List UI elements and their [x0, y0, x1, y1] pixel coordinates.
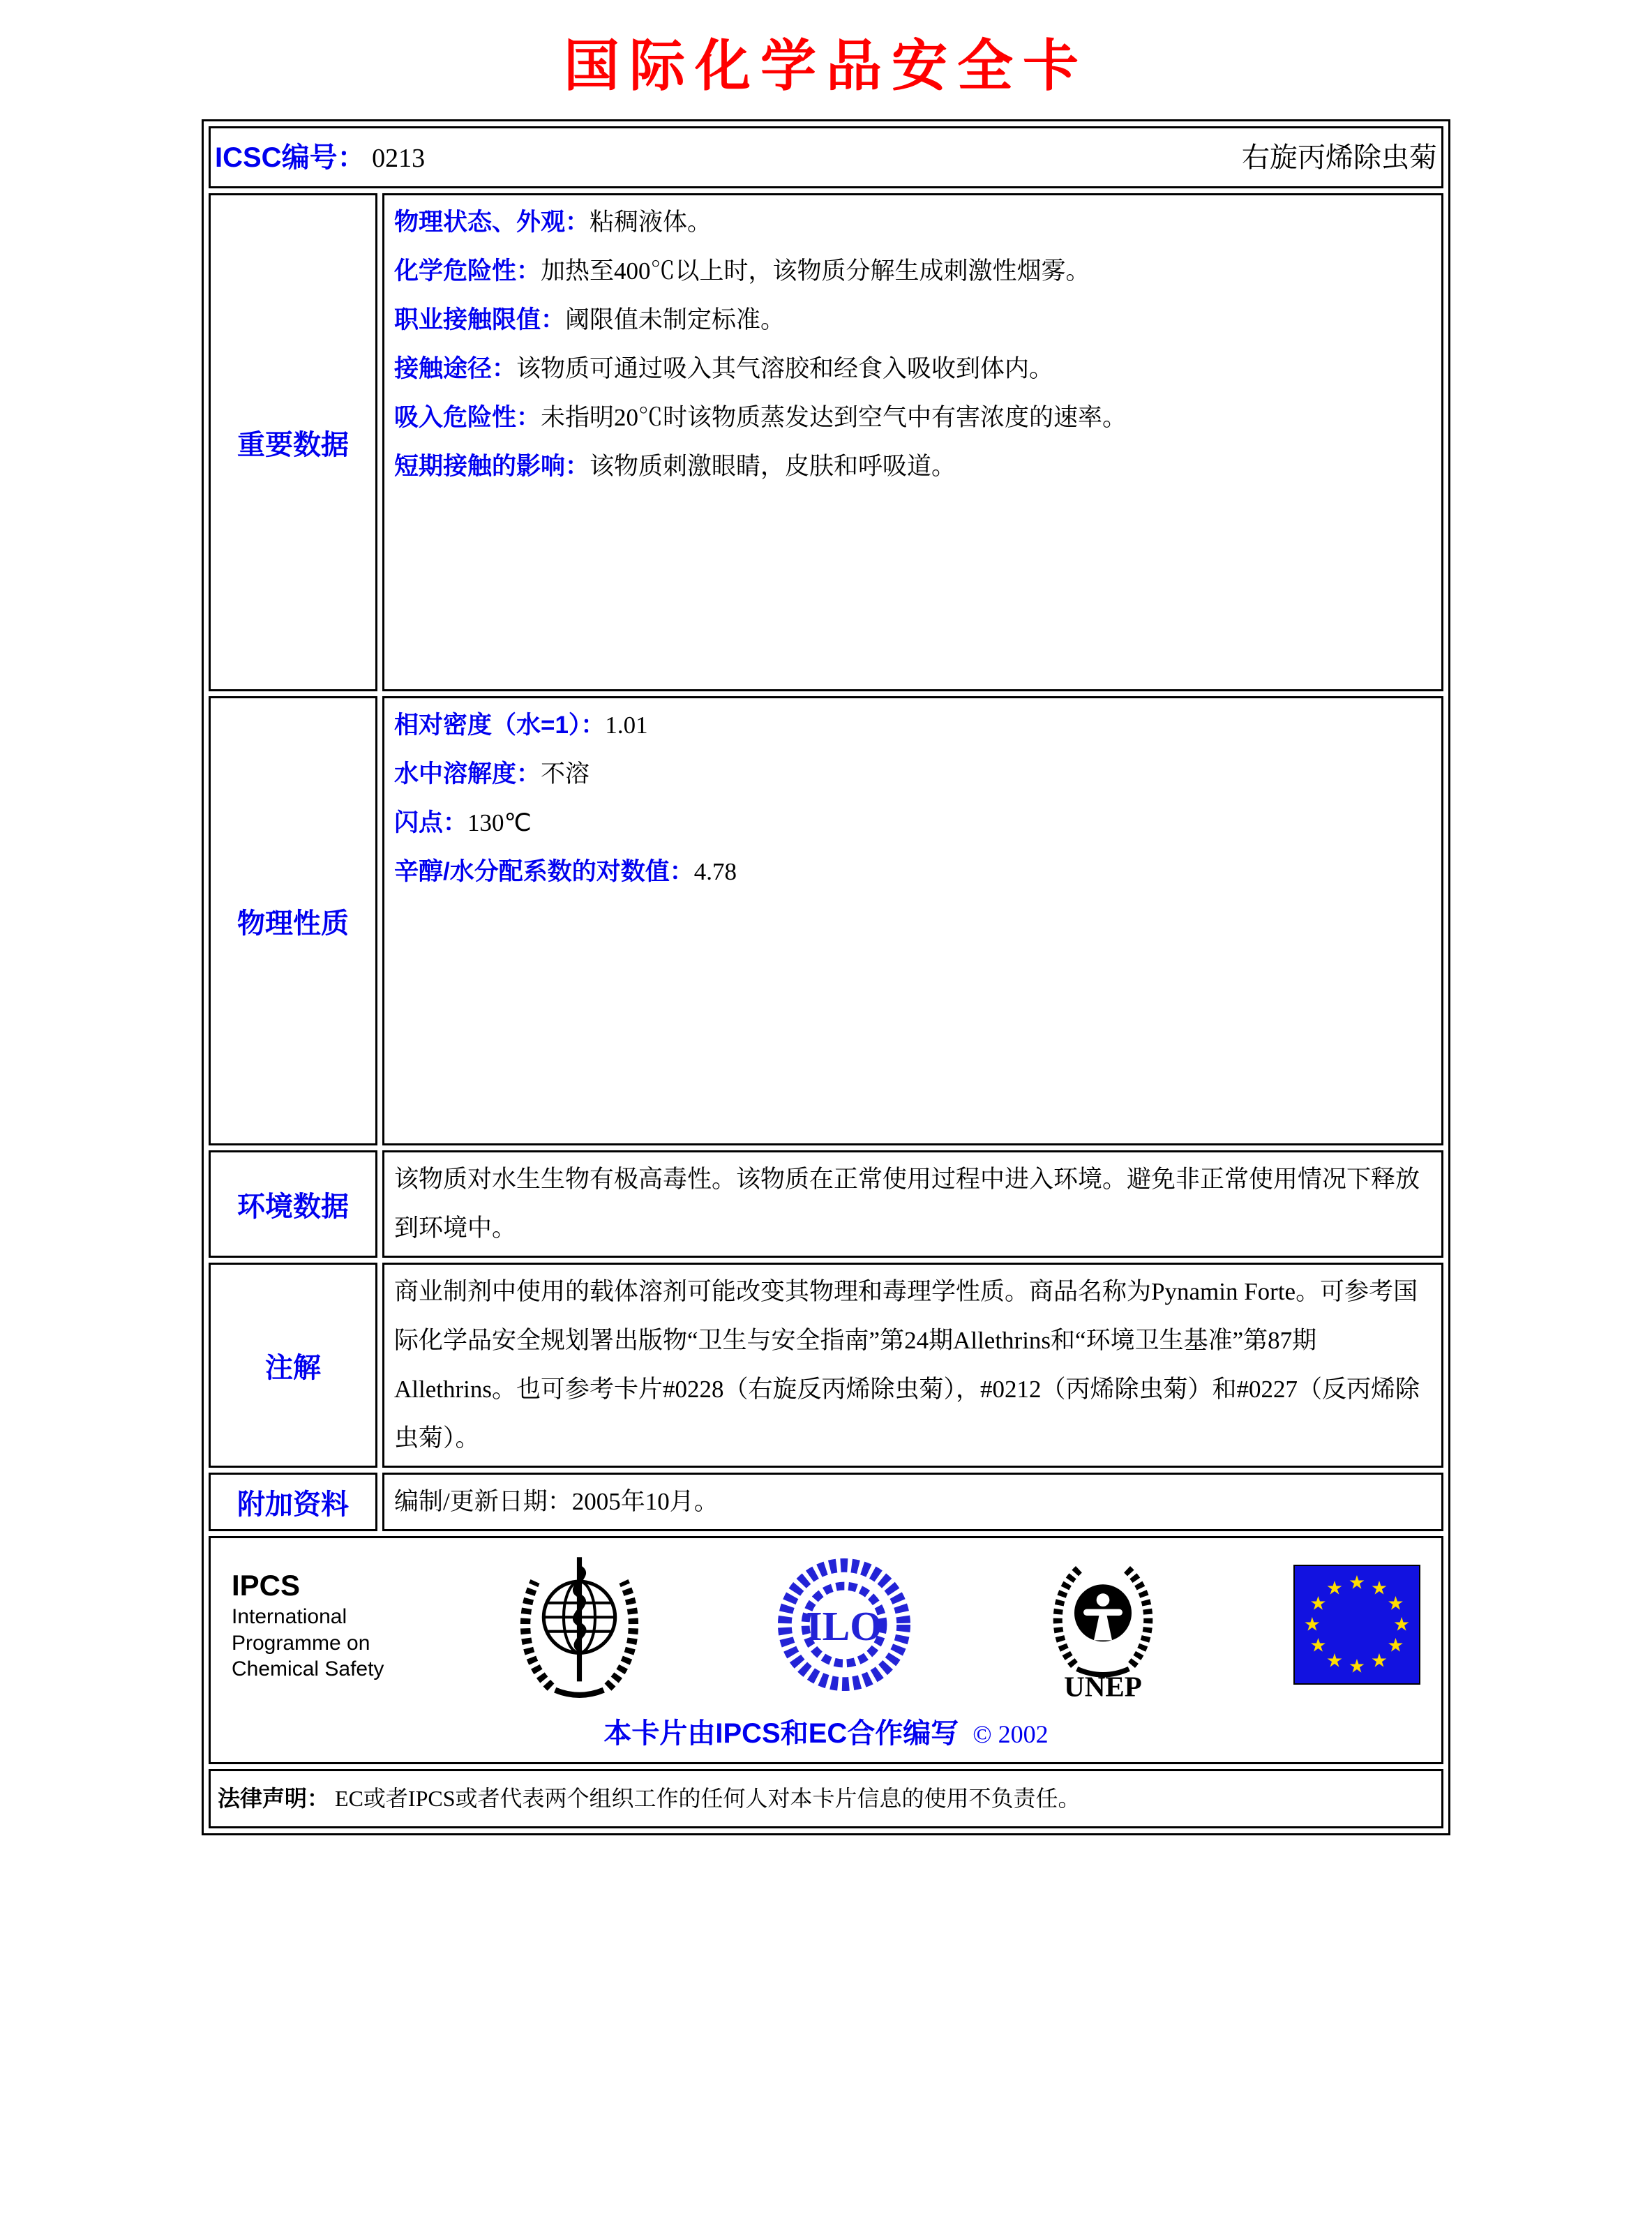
- additional-info-row: [209, 1473, 1443, 1531]
- field-label: 辛醇/水分配系数的对数值：: [394, 858, 694, 885]
- field-value: 该物质可通过吸入其气溶胶和经食入吸收到体内。: [516, 355, 1054, 382]
- physical-property-item: [394, 848, 1432, 896]
- environmental-data-content: [382, 1150, 1443, 1258]
- important-data-item: [394, 296, 1432, 345]
- icsc-number-group: [215, 135, 425, 175]
- eu-star-icon: ★: [1348, 1572, 1366, 1594]
- important-data-label: 重要数据: [209, 193, 377, 691]
- additional-info-label: 附加资料: [209, 1473, 377, 1531]
- eu-star-icon: ★: [1309, 1634, 1327, 1657]
- field-value: 不溶: [541, 760, 590, 788]
- copyright-text: © 2002: [973, 1720, 1049, 1748]
- field-label: 闪点：: [394, 809, 468, 836]
- icsc-number-label: ICSC编号：: [215, 142, 366, 173]
- important-data-item: [394, 247, 1432, 296]
- eu-star-icon: ★: [1370, 1650, 1388, 1672]
- cooperation-caption: [225, 1701, 1427, 1758]
- field-value: 1.01: [605, 712, 648, 739]
- notes-text: 商业制剂中使用的载体溶剂可能改变其物理和毒理学性质。商品名称为Pynamin Forte。可参考国际化学品安全规划署出版物“卫生与安全指南”第24期Allethrins和“环境卫生基准”第87期Allethrins。也可参考卡片#0228（右旋反丙烯除虫菊），#0212（丙烯除虫菊）和#0227（反丙烯除虫菊）。: [394, 1278, 1420, 1452]
- icsc-number-value: 0213: [372, 144, 426, 173]
- notes-content: [382, 1263, 1443, 1468]
- ilo-logo-text: ILO: [806, 1602, 883, 1649]
- environmental-data-row: [209, 1150, 1443, 1258]
- page-title: 国际化学品安全卡: [564, 36, 1088, 98]
- physical-properties-row: [209, 696, 1443, 1145]
- additional-info-content: [382, 1473, 1443, 1531]
- field-label: 相对密度（水=1）：: [394, 712, 606, 739]
- unep-logo-text: UNEP: [1064, 1670, 1143, 1701]
- environmental-data-text: 该物质对水生生物有极高毒性。该物质在正常使用过程中进入环境。避免非正常使用情况下释放到环境中。: [394, 1166, 1420, 1242]
- icsc-table: [204, 121, 1448, 1833]
- header-cell: [209, 126, 1443, 188]
- notes-row: [209, 1263, 1443, 1468]
- header-row: [209, 126, 1443, 188]
- field-value: 加热至400℃以上时，该物质分解生成刺激性烟雾。: [541, 257, 1090, 285]
- legal-label: 法律声明：: [218, 1786, 330, 1811]
- eu-star-icon: ★: [1370, 1577, 1388, 1600]
- ipcs-text-block: [232, 1567, 384, 1683]
- logos-row: [209, 1536, 1443, 1764]
- eu-flag-icon: [1293, 1565, 1420, 1685]
- environmental-data-label: 环境数据: [209, 1150, 377, 1258]
- important-data-item: [394, 198, 1432, 247]
- ipcs-line2: Programme on: [232, 1631, 370, 1655]
- field-label: 接触途径：: [394, 355, 517, 382]
- physical-properties-content: [382, 696, 1443, 1145]
- eu-star-icon: ★: [1387, 1634, 1404, 1657]
- field-label: 物理状态、外观：: [394, 209, 590, 236]
- icsc-card: [202, 119, 1450, 1835]
- legal-row: [209, 1769, 1443, 1828]
- unep-logo-icon: [1037, 1548, 1169, 1701]
- eu-star-icon: ★: [1326, 1577, 1344, 1600]
- important-data-item: [394, 345, 1432, 393]
- field-value: 130℃: [467, 809, 532, 836]
- ipcs-acronym: IPCS: [232, 1568, 301, 1602]
- important-data-row: [209, 193, 1443, 691]
- field-value: 该物质刺激眼睛，皮肤和呼吸道。: [590, 453, 956, 480]
- eu-star-icon: ★: [1392, 1614, 1411, 1636]
- cooperation-caption-text: 本卡片由IPCS和EC合作编写: [603, 1718, 959, 1749]
- notes-label: 注解: [209, 1263, 377, 1468]
- physical-property-item: [394, 799, 1432, 848]
- important-data-content: [382, 193, 1443, 691]
- field-label: 化学危险性：: [394, 257, 541, 285]
- field-label: 职业接触限值：: [394, 306, 566, 333]
- ipcs-line3: Chemical Safety: [232, 1657, 384, 1680]
- field-value: 4.78: [693, 858, 737, 885]
- field-label: 吸入危险性：: [394, 404, 541, 431]
- physical-property-item: [394, 701, 1432, 750]
- eu-star-icon: ★: [1387, 1593, 1404, 1615]
- eu-star-icon: ★: [1309, 1593, 1327, 1615]
- important-data-item: [394, 442, 1432, 491]
- legal-cell: [209, 1769, 1443, 1828]
- ilo-logo-icon: [775, 1556, 913, 1694]
- eu-star-icon: ★: [1303, 1614, 1321, 1636]
- field-label: 短期接触的影响：: [394, 453, 590, 480]
- important-data-item: [394, 393, 1432, 442]
- chemical-name: 右旋丙烯除虫菊: [1242, 142, 1437, 173]
- physical-property-item: [394, 750, 1432, 799]
- physical-properties-label: 物理性质: [209, 696, 377, 1145]
- eu-star-icon: ★: [1348, 1655, 1366, 1678]
- eu-star-icon: ★: [1326, 1650, 1344, 1672]
- who-logo-icon: [508, 1550, 651, 1700]
- field-value: 未指明20℃时该物质蒸发达到空气中有害浓度的速率。: [541, 404, 1127, 431]
- ipcs-line1: International: [232, 1605, 347, 1628]
- field-value: 阈限值未制定标准。: [565, 306, 786, 333]
- field-value: 粘稠液体。: [590, 209, 712, 236]
- logos-cell: [209, 1536, 1443, 1764]
- field-label: 水中溶解度：: [394, 760, 541, 788]
- unep-logo-block: [1037, 1548, 1169, 1701]
- legal-text: EC或者IPCS或者代表两个组织工作的任何人对本卡片信息的使用不负责任。: [335, 1786, 1081, 1811]
- additional-info-text: 编制/更新日期：2005年10月。: [394, 1488, 719, 1515]
